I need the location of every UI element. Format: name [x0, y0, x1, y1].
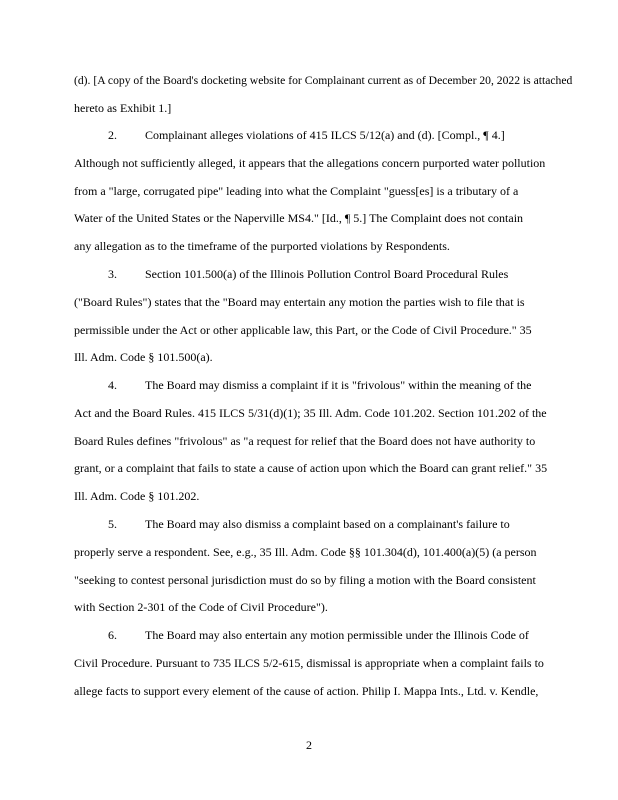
text-line: grant, or a complaint that fails to state a cause of action upon which the Board can grant relief." 35	[74, 461, 548, 475]
text-line: allege facts to support every element of the cause of action. Philip I. Mappa Ints., Ltd. v. Kendle,	[74, 684, 539, 698]
text-line: permissible under the Act or other applicable law, this Part, or the Code of Civil Procedure." 35	[74, 323, 532, 337]
paragraph-number: 3.	[108, 267, 117, 281]
text-line: Although not sufficiently alleged, it appears that the allegations concern purported water pollution	[74, 156, 546, 170]
paragraph-number: 5.	[108, 517, 117, 531]
text-line: Section 101.500(a) of the Illinois Pollution Control Board Procedural Rules	[145, 267, 509, 281]
paragraph-number: 6.	[108, 628, 117, 642]
text-line: Ill. Adm. Code § 101.202.	[74, 489, 200, 503]
text-line: with Section 2-301 of the Code of Civil Procedure").	[74, 600, 328, 614]
text-line: from a "large, corrugated pipe" leading into what the Complaint "guess[es] is a tributary of a	[74, 184, 519, 198]
text-line: (d). [A copy of the Board's docketing website for Complainant current as of December 20, 2022 is attached	[74, 73, 573, 87]
text-line: Act and the Board Rules. 415 ILCS 5/31(d)(1); 35 Ill. Adm. Code 101.202. Section 101.202 of the	[74, 406, 547, 420]
text-line: The Board may also dismiss a complaint based on a complainant's failure to	[145, 517, 510, 531]
text-line: Complainant alleges violations of 415 ILCS 5/12(a) and (d). [Compl., ¶ 4.]	[145, 128, 505, 142]
text-line: properly serve a respondent. See, e.g., 35 Ill. Adm. Code §§ 101.304(d), 101.400(a)(5) (a person	[74, 545, 537, 559]
page-number: 2	[306, 738, 312, 752]
paragraph-number: 4.	[108, 378, 117, 392]
text-line: "seeking to contest personal jurisdiction must do so by filing a motion with the Board consistent	[74, 573, 536, 587]
text-line: Board Rules defines "frivolous" as "a request for relief that the Board does not have authority to	[74, 434, 536, 448]
paragraph-number: 2.	[108, 128, 117, 142]
text-line: The Board may dismiss a complaint if it is "frivolous" within the meaning of the	[145, 378, 532, 392]
text-line: Water of the United States or the Naperville MS4." [Id., ¶ 5.] The Complaint does not contain	[74, 211, 524, 225]
text-line: ("Board Rules") states that the "Board may entertain any motion the parties wish to file that is	[74, 295, 525, 309]
text-line: hereto as Exhibit 1.]	[74, 101, 172, 115]
text-line: any allegation as to the timeframe of the purported violations by Respondents.	[74, 239, 450, 253]
text-line: The Board may also entertain any motion permissible under the Illinois Code of	[145, 628, 529, 642]
text-line: Ill. Adm. Code § 101.500(a).	[74, 350, 213, 364]
text-line: Civil Procedure. Pursuant to 735 ILCS 5/2-615, dismissal is appropriate when a complaint fails to	[74, 656, 544, 670]
